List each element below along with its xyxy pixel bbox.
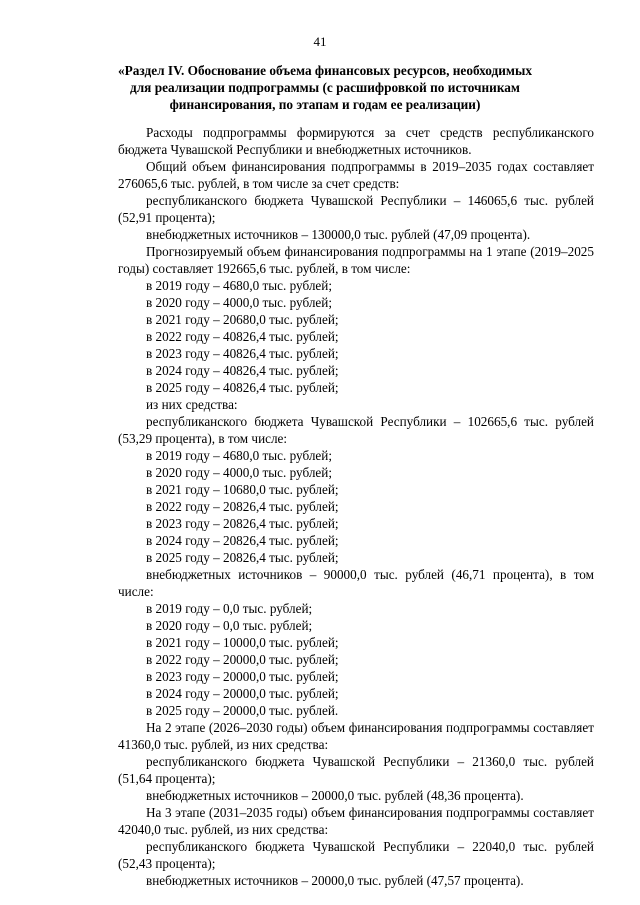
paragraph: внебюджетных источников – 20000,0 тыс. рублей (47,57 процента). <box>146 873 524 888</box>
paragraph: На 3 этапе (2031–2035 годы) объем финансирования подпрограммы составляет 42040,0 тыс. рублей, из них средства: <box>118 805 594 837</box>
section-heading: «Раздел IV. Обоснование объема финансовых ресурсов, необходимых для реализации подпрограммы (с расшифровкой по источникам финансирования, по этапам и годам ее реализации) <box>117 63 533 112</box>
paragraph: На 2 этапе (2026–2030 годы) объем финансирования подпрограммы составляет 41360,0 тыс. рублей, из них средства: <box>118 720 594 752</box>
list-item: в 2021 году – 20680,0 тыс. рублей; <box>146 312 339 327</box>
paragraph: республиканского бюджета Чувашской Республики – 21360,0 тыс. рублей (51,64 процента); <box>118 754 594 786</box>
paragraph: внебюджетных источников – 20000,0 тыс. рублей (48,36 процента). <box>146 788 524 803</box>
list-item: в 2023 году – 20000,0 тыс. рублей; <box>146 669 339 684</box>
list-item: в 2024 году – 40826,4 тыс. рублей; <box>146 363 339 378</box>
list-item: в 2025 году – 40826,4 тыс. рублей; <box>146 380 339 395</box>
list-item: в 2020 году – 4000,0 тыс. рублей; <box>146 295 332 310</box>
document-body <box>118 124 594 889</box>
list-item: в 2024 году – 20000,0 тыс. рублей; <box>146 686 339 701</box>
list-item: в 2020 году – 0,0 тыс. рублей; <box>146 618 313 633</box>
list-item: в 2019 году – 0,0 тыс. рублей; <box>146 601 313 616</box>
list-item: в 2022 году – 20000,0 тыс. рублей; <box>146 652 339 667</box>
paragraph: Расходы подпрограммы формируются за счет средств республиканского бюджета Чувашской Республики и внебюджетных источников. <box>118 125 594 157</box>
list-item: в 2024 году – 20826,4 тыс. рублей; <box>146 533 339 548</box>
list-item: в 2021 году – 10000,0 тыс. рублей; <box>146 635 339 650</box>
paragraph: республиканского бюджета Чувашской Республики – 146065,6 тыс. рублей (52,91 процента); <box>118 193 594 225</box>
list-item: в 2025 году – 20000,0 тыс. рублей. <box>146 703 339 718</box>
list-item: в 2019 году – 4680,0 тыс. рублей; <box>146 278 332 293</box>
paragraph: внебюджетных источников – 130000,0 тыс. рублей (47,09 процента). <box>146 227 531 242</box>
paragraph: республиканского бюджета Чувашской Республики – 22040,0 тыс. рублей (52,43 процента); <box>118 839 594 871</box>
list-item: в 2025 году – 20826,4 тыс. рублей; <box>146 550 339 565</box>
list-item: в 2019 году – 4680,0 тыс. рублей; <box>146 448 332 463</box>
list-item: в 2023 году – 20826,4 тыс. рублей; <box>146 516 339 531</box>
list-item: в 2020 году – 4000,0 тыс. рублей; <box>146 465 332 480</box>
list-item: в 2021 году – 10680,0 тыс. рублей; <box>146 482 339 497</box>
list-item: в 2022 году – 20826,4 тыс. рублей; <box>146 499 339 514</box>
list-item: из них средства: <box>146 397 238 412</box>
paragraph: внебюджетных источников – 90000,0 тыс. рублей (46,71 процента), в том числе: <box>118 567 594 599</box>
paragraph: республиканского бюджета Чувашской Республики – 102665,6 тыс. рублей (53,29 процента), в том числе: <box>118 414 594 446</box>
paragraph: Прогнозируемый объем финансирования подпрограммы на 1 этапе (2019–2025 годы) составляет 192665,6 тыс. рублей, в том числе: <box>118 244 594 276</box>
paragraph: Общий объем финансирования подпрограммы в 2019–2035 годах составляет 276065,6 тыс. рублей, в том числе за счет средств: <box>118 159 594 191</box>
list-item: в 2022 году – 40826,4 тыс. рублей; <box>146 329 339 344</box>
page-number: 41 <box>313 34 327 49</box>
list-item: в 2023 году – 40826,4 тыс. рублей; <box>146 346 339 361</box>
